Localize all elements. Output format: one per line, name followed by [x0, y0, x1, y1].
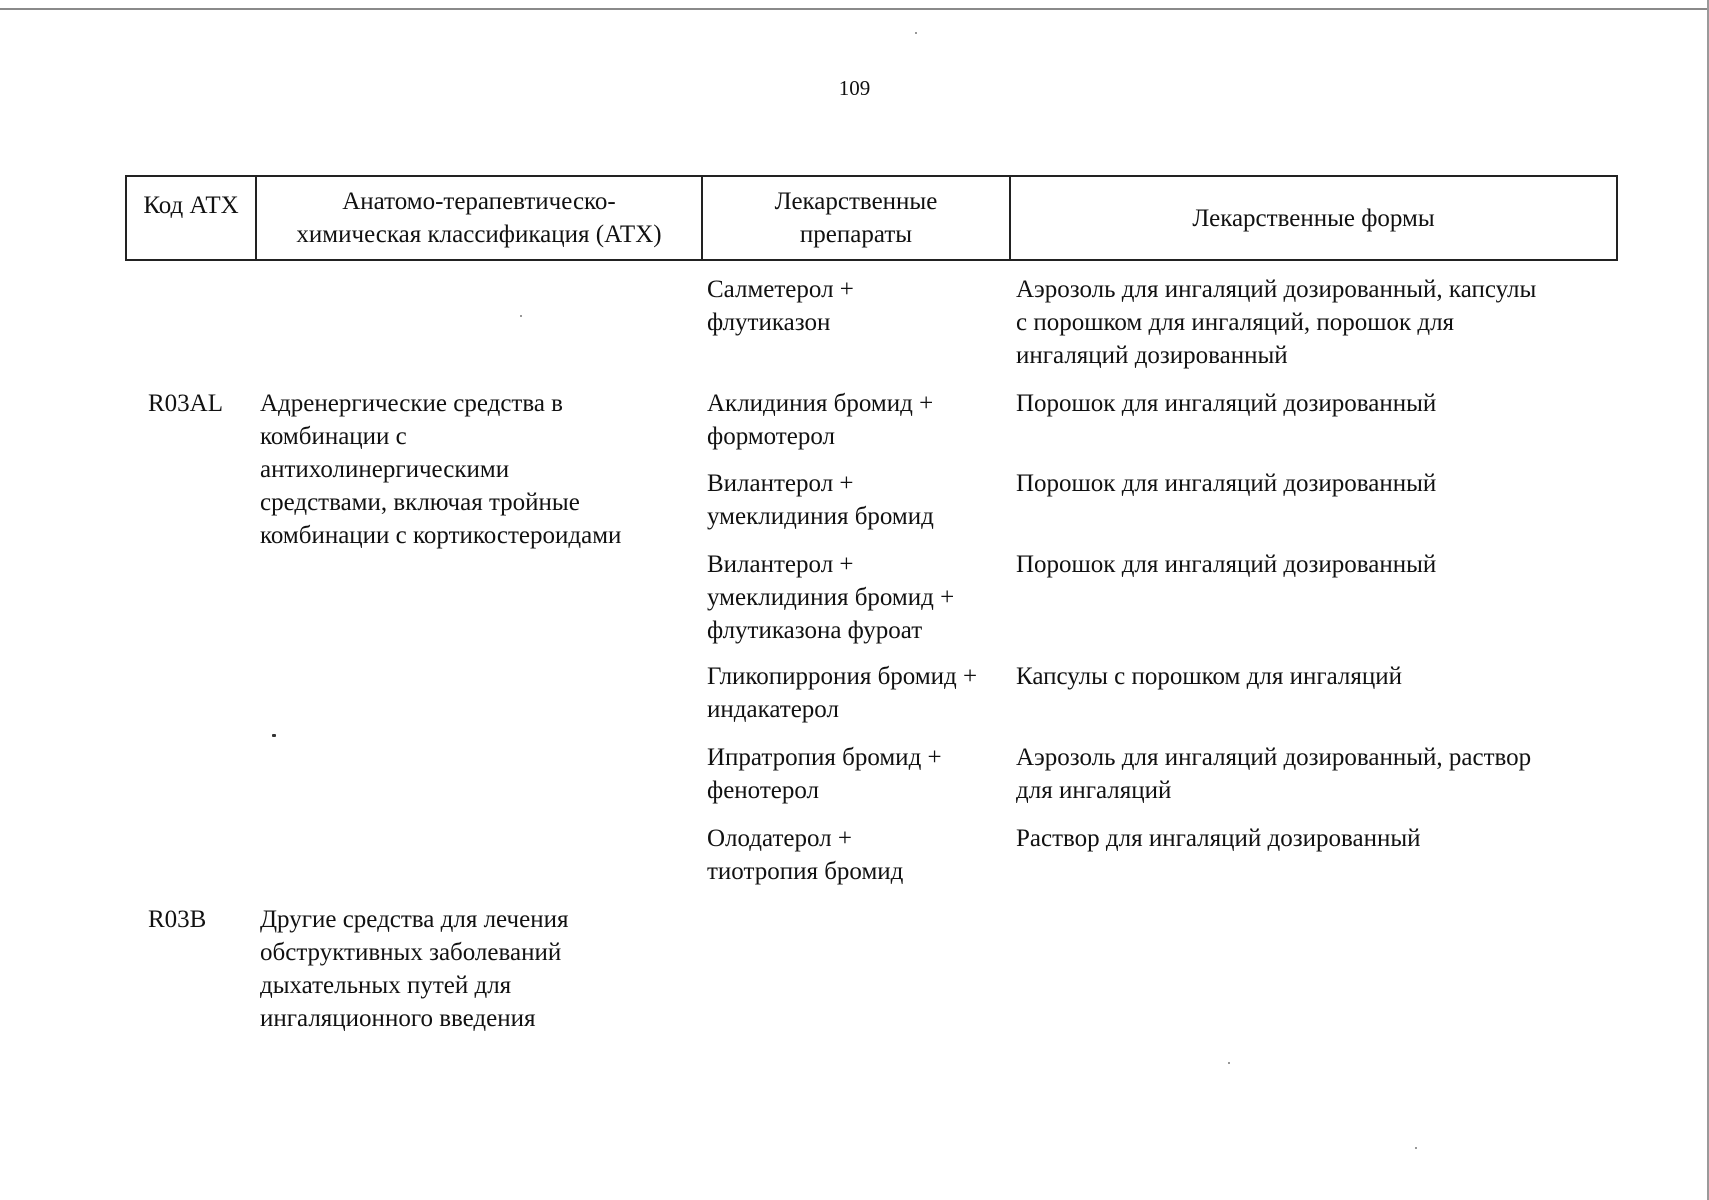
- row-drug-line: Ипратропия бромид +: [707, 744, 942, 771]
- row-drug-line: Аклидиния бромид +: [707, 390, 934, 417]
- row-classification-line: антихолинергическими: [260, 456, 510, 483]
- row-classification-line: комбинации с: [260, 423, 407, 450]
- row-forms-line: Порошок для ингаляций дозированный: [1016, 390, 1437, 417]
- header-drugs-line2: препараты: [799, 221, 913, 248]
- row-forms-line: Порошок для ингаляций дозированный: [1016, 551, 1437, 578]
- header-code-label: Код АТХ: [143, 192, 239, 219]
- row-classification-line: Адренергические средства в: [260, 390, 563, 417]
- scan-speck: [272, 734, 276, 737]
- scan-speck: [915, 32, 917, 34]
- row-classification-line: комбинации с кортикостероидами: [260, 522, 622, 549]
- row-forms-line: Аэрозоль для ингаляций дозированный, капсулы: [1016, 276, 1537, 303]
- row-drug-line: флутиказона фуроат: [707, 617, 923, 644]
- row-forms-line: для ингаляций: [1016, 777, 1172, 804]
- header-drugs: [703, 177, 1011, 259]
- header-drugs-line1: Лекарственные: [774, 188, 938, 215]
- row-drug-line: умеклидиния бромид +: [707, 584, 955, 611]
- row-classification-line: дыхательных путей для: [260, 972, 512, 999]
- scan-top-edge: [0, 8, 1709, 10]
- row-forms-line: Аэрозоль для ингаляций дозированный, раствор: [1016, 744, 1532, 771]
- row-classification-line: средствами, включая тройные: [260, 489, 580, 516]
- row-drug-line: Вилантерол +: [707, 551, 854, 578]
- header-classification-line1: Анатомо-терапевтическо-: [342, 188, 616, 215]
- row-code: R03AL: [148, 390, 223, 417]
- scan-speck: [1415, 1147, 1417, 1149]
- row-classification-line: ингаляционного введения: [260, 1005, 536, 1032]
- row-drug-line: индакатерол: [707, 696, 839, 723]
- row-drug-line: Олодатерол +: [707, 825, 852, 852]
- page-number: 109: [838, 76, 871, 100]
- row-forms-line: ингаляций дозированный: [1016, 342, 1288, 369]
- row-drug-line: формотерол: [707, 423, 835, 450]
- row-drug-line: Салметерол +: [707, 276, 854, 303]
- row-drug-line: Вилантерол +: [707, 470, 854, 497]
- row-classification-line: обструктивных заболеваний: [260, 939, 562, 966]
- table-header: [125, 175, 1618, 261]
- header-classification-line2: химическая классификация (АТХ): [296, 221, 662, 248]
- row-drug-line: умеклидиния бромид: [707, 503, 934, 530]
- row-forms-line: Капсулы с порошком для ингаляций: [1016, 663, 1403, 690]
- row-drug-line: флутиказон: [707, 309, 831, 336]
- header-code: [127, 177, 257, 259]
- row-drug-line: Гликопиррония бромид +: [707, 663, 978, 690]
- row-forms-line: Порошок для ингаляций дозированный: [1016, 470, 1437, 497]
- row-drug-line: фенотерол: [707, 777, 820, 804]
- scan-speck: [520, 315, 522, 317]
- scan-speck: [1228, 1062, 1230, 1064]
- row-drug-line: тиотропия бромид: [707, 858, 904, 885]
- header-forms: [1011, 177, 1616, 259]
- row-classification-line: Другие средства для лечения: [260, 906, 569, 933]
- row-forms-line: с порошком для ингаляций, порошок для: [1016, 309, 1455, 336]
- header-classification: [257, 177, 703, 259]
- row-code: R03B: [148, 906, 207, 933]
- header-forms-label: Лекарственные формы: [1192, 204, 1435, 232]
- row-forms-line: Раствор для ингаляций дозированный: [1016, 825, 1421, 852]
